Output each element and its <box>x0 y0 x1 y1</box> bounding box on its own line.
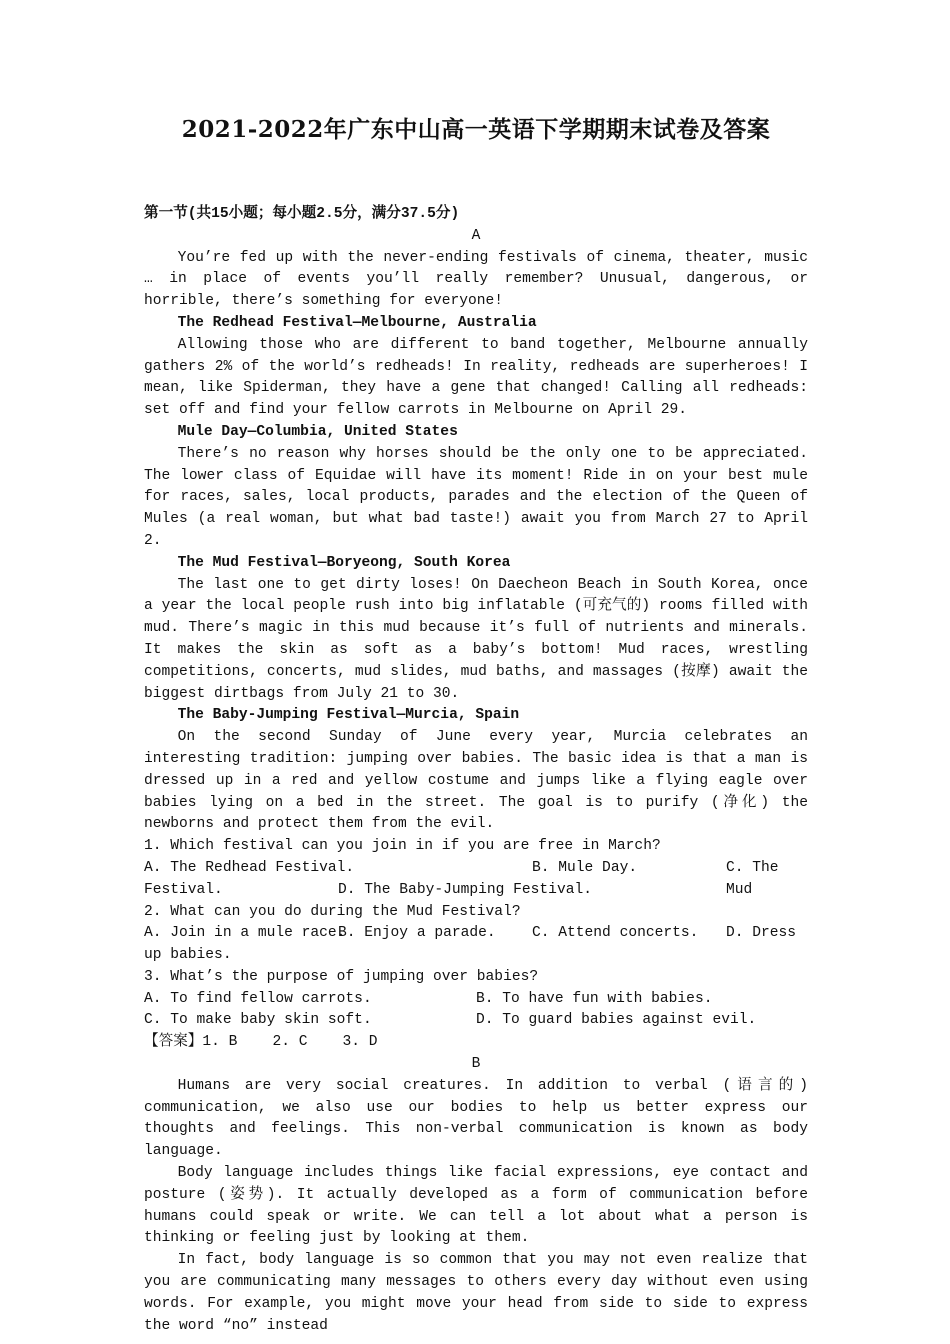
passage-b-paragraph: Humans are very social creatures. In addition to verbal (语言的) communication, we also use our bodies to help us better express our thoughts and feelings. This non-verbal communication is known as body language. <box>144 1077 808 1160</box>
section-header: 第一节(共15小题；每小题2.5分，满分37.5分) <box>144 206 460 222</box>
question-options <box>144 858 808 902</box>
option: A. To find fellow carrots. <box>144 990 372 1007</box>
question-stem: 2. What can you do during the Mud Festival? <box>144 903 521 920</box>
option: Festival. <box>144 881 223 898</box>
question-stem: 3. What’s the purpose of jumping over babies? <box>144 968 539 985</box>
festival-text: On the second Sunday of June every year, Murcia celebrates an interesting tradition: jumping over babies. The basic idea is that a man is dressed up in a red and yellow costume and jumps like a flying eagle over babies lying on a bed in the street. The goal is to purify (净化) the newborns and protect them from the evil. <box>144 729 808 833</box>
option: D. Dress <box>726 925 797 942</box>
question-options <box>144 989 808 1033</box>
question-options <box>144 923 808 967</box>
document-title: 2021-2022年广东中山高一英语下学期期末试卷及答案 <box>181 116 771 143</box>
option: B. Mule Day. <box>532 859 638 876</box>
option: B. Enjoy a parade. <box>338 925 496 942</box>
answer-values: 1. B 2. C 3. D <box>202 1034 378 1051</box>
passage-b-paragraph: Body language includes things like facial expressions, eye contact and posture (姿势). It actually developed as a form of communication before humans could speak or write. We can tell a lot about what a person is thinking or feeling just by looking at them. <box>144 1165 808 1247</box>
passage-a-label: A <box>471 227 481 244</box>
option: up babies. <box>144 947 232 964</box>
document-page <box>144 110 808 1337</box>
festival-text: The last one to get dirty loses! On Daecheon Beach in South Korea, once a year the local people rush into big inflatable (可充气的) rooms filled with mud. There’s magic in this mud because it’s full of nutrients and minerals. It makes the skin as soft as a baby’s bottom! Mud races, wrestling competitions, concerts, mud slides, mud baths, and massages (按摩) await the biggest dirtbags from July 21 to 30. <box>144 576 808 702</box>
option: B. To have fun with babies. <box>476 990 713 1007</box>
option: C. The Mud <box>726 859 779 898</box>
question-stem: 1. Which festival can you join in if you are free in March? <box>144 838 661 855</box>
festival-text: There’s no reason why horses should be the only one to be appreciated. The lower class of Equidae will have its moment! Ride in on your best mule for races, sales, local products, parades and the election of the Queen of Mules (a real woman, but what bad taste!) await you from March 27 to April 2. <box>144 445 808 549</box>
document-body <box>144 204 808 1337</box>
festival-heading: The Mud Festival—Boryeong, South Korea <box>177 554 511 571</box>
option: A. Join in a mule race. <box>144 925 346 942</box>
answer-label: 【答案】 <box>144 1034 203 1051</box>
passage-a-intro: You’re fed up with the never-ending festivals of cinema, theater, music … in place of events you’ll really remember? Unusual, dangerous, or horrible, there’s something for everyone! <box>144 249 808 310</box>
passage-b-label: B <box>471 1056 481 1073</box>
festival-heading: Mule Day—Columbia, United States <box>177 423 458 440</box>
festival-text: Allowing those who are different to band together, Melbourne annually gathers 2% of the world’s redheads! In reality, redheads are superheroes! I mean, like Spiderman, they have a gene that changed! Calling all redheads: set off and find your fellow carrots in Melbourne on April 29. <box>144 336 808 419</box>
option: D. To guard babies against evil. <box>476 1012 757 1029</box>
option: C. To make baby skin soft. <box>144 1012 372 1029</box>
festival-heading: The Redhead Festival—Melbourne, Australia <box>177 314 537 331</box>
option: C. Attend concerts. <box>532 925 699 942</box>
passage-b-paragraph: In fact, body language is so common that you may not even realize that you are communicating many messages to others every day without even using words. For example, you might move your head from side to side to express the word “no” instead <box>144 1252 808 1334</box>
option: D. The Baby-Jumping Festival. <box>338 881 592 898</box>
answer-line <box>144 1032 808 1054</box>
option: A. The Redhead Festival. <box>144 859 355 876</box>
festival-heading: The Baby-Jumping Festival—Murcia, Spain <box>177 707 520 724</box>
